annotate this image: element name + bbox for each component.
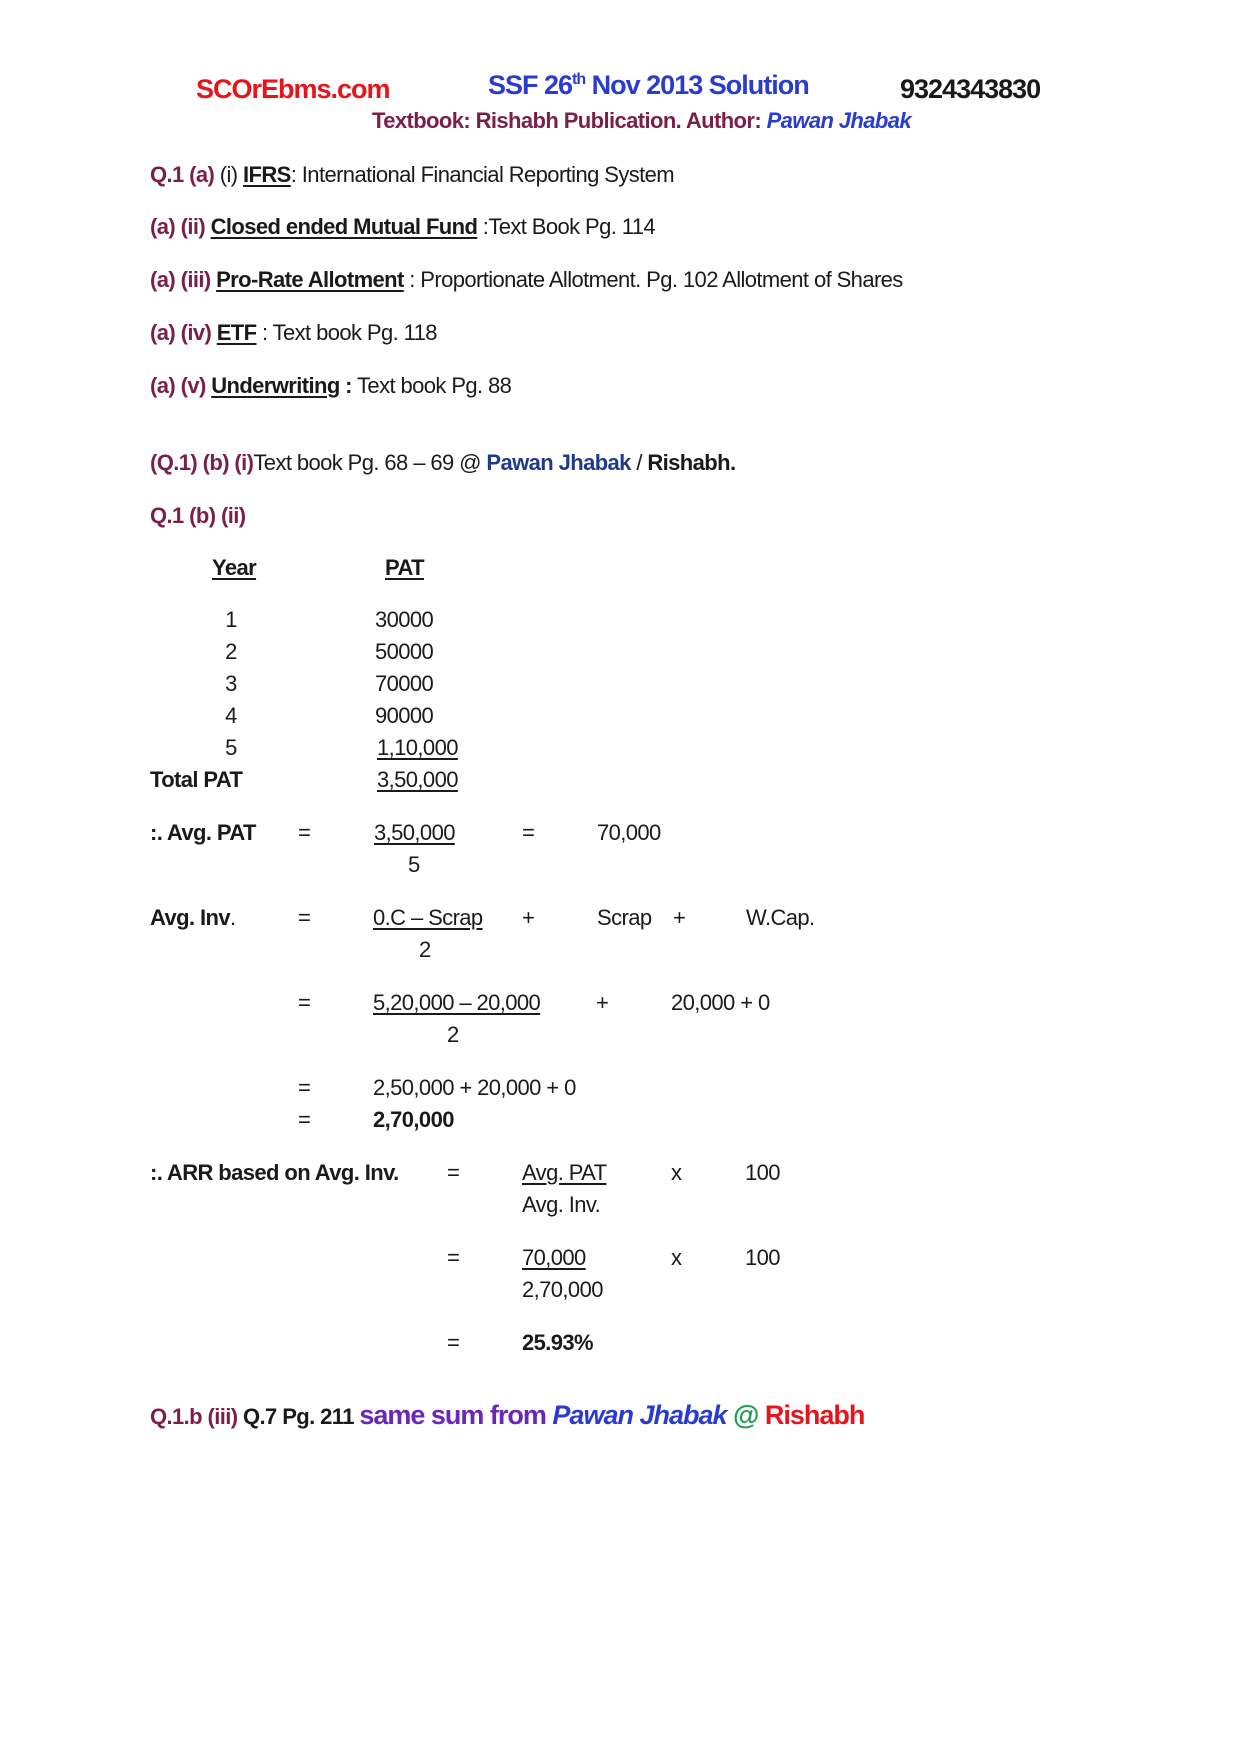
- q1a-i-term: IFRS: [243, 162, 291, 187]
- textbook-line: [372, 108, 911, 133]
- q1b-iii-author: Pawan Jhabak: [552, 1400, 727, 1430]
- q1a-iv-rest: : Text book Pg. 118: [256, 320, 437, 345]
- author-name: Pawan Jhabak: [766, 108, 912, 133]
- total-pat-value: 3,50,000: [377, 767, 458, 792]
- avg-inv-l1-numerator: 0.C – Scrap: [373, 905, 483, 930]
- q1a-i-roman: (i): [219, 162, 244, 187]
- avg-inv-l4-eq: =: [298, 1107, 311, 1132]
- arr-l2-eq: =: [447, 1245, 460, 1270]
- arr-label: :. ARR based on Avg. Inv.: [150, 1160, 399, 1185]
- q1b-iii-ref: Q.7 Pg. 211: [237, 1404, 360, 1429]
- table-row-year: 3: [225, 671, 237, 696]
- avg-inv-l3-text: 2,50,000 + 20,000 + 0: [373, 1075, 576, 1100]
- avg-inv-l1-denominator: 2: [419, 937, 431, 962]
- q1b-i-author: Pawan Jhabak: [486, 450, 631, 475]
- q1b-iii: [150, 1400, 864, 1431]
- q1a-iii-prefix: (a) (iii): [150, 267, 217, 292]
- avg-inv-l1-wcap: W.Cap.: [746, 905, 815, 930]
- avg-inv-l1-eq: =: [298, 905, 311, 930]
- avg-pat-eq2: =: [522, 820, 535, 845]
- q1a-v-rest: Text book Pg. 88: [351, 373, 512, 398]
- q1a-i-rest: : International Financial Reporting System: [290, 162, 674, 187]
- q1b-iii-publisher: Rishabh: [764, 1400, 865, 1430]
- q1b-i-sep: /: [630, 450, 648, 475]
- table-row-year: 1: [225, 607, 237, 632]
- arr-l1-hundred: 100: [745, 1160, 780, 1185]
- q1a-iii-term: Pro-Rate Allotment: [216, 267, 404, 292]
- avg-pat-denominator: 5: [408, 852, 420, 877]
- q1a-i-prefix: Q.1 (a): [150, 162, 220, 187]
- q1b-ii-label: Q.1 (b) (ii): [150, 503, 246, 528]
- col-header-pat: PAT: [385, 555, 424, 580]
- q1b-iii-prefix: Q.1.b (iii): [150, 1404, 238, 1429]
- q1a-v-prefix: (a) (v): [150, 373, 212, 398]
- total-pat-label: Total PAT: [150, 767, 243, 792]
- q1b-i-publisher: Rishabh.: [647, 450, 736, 475]
- avg-inv-l3-eq: =: [298, 1075, 311, 1100]
- q1b-iii-at: @: [726, 1400, 765, 1430]
- table-row-pat: 90000: [375, 703, 434, 728]
- q1a-iii: [150, 267, 903, 292]
- avg-inv-label: Avg. Inv: [150, 905, 230, 930]
- avg-inv-l2-numerator: 5,20,000 – 20,000: [373, 990, 541, 1015]
- q1a-v-term: Underwriting: [211, 373, 340, 398]
- arr-l1-numerator: Avg. PAT: [522, 1160, 607, 1185]
- q1b-i-text: Text book Pg. 68 – 69 @: [253, 450, 487, 475]
- table-row-pat: 30000: [375, 607, 434, 632]
- title-sup: th: [572, 71, 586, 88]
- avg-inv-label-wrap: [150, 905, 235, 930]
- q1a-ii-rest: :Text Book Pg. 114: [477, 214, 656, 239]
- table-row-pat: 1,10,000: [377, 735, 458, 760]
- q1a-iv-term: ETF: [216, 320, 257, 345]
- arr-l2-hundred: 100: [745, 1245, 780, 1270]
- table-row-pat: 70000: [375, 671, 434, 696]
- arr-l2-denominator: 2,70,000: [522, 1277, 603, 1302]
- avg-inv-l2-plus: +: [596, 990, 609, 1015]
- avg-inv-l2-rest: 20,000 + 0: [671, 990, 770, 1015]
- avg-pat-label: :. Avg. PAT: [150, 820, 256, 845]
- arr-l1-x: x: [671, 1160, 682, 1185]
- col-header-year: Year: [212, 555, 257, 580]
- arr-l1-eq: =: [447, 1160, 460, 1185]
- arr-l2-numerator: 70,000: [522, 1245, 586, 1270]
- q1a-iv: [150, 320, 437, 345]
- avg-inv-l4-text: 2,70,000: [373, 1107, 454, 1132]
- table-row-year: 4: [225, 703, 237, 728]
- q1a-v-colon: :: [339, 373, 352, 398]
- document-title: [488, 70, 809, 101]
- title-pre: SSF 26: [488, 70, 573, 100]
- avg-pat-result: 70,000: [597, 820, 661, 845]
- arr-result: 25.93%: [522, 1330, 594, 1355]
- avg-inv-l2-denominator: 2: [447, 1022, 459, 1047]
- avg-inv-l2-eq: =: [298, 990, 311, 1015]
- q1a-iv-prefix: (a) (iv): [150, 320, 217, 345]
- q1b-iii-same: same sum from: [359, 1400, 553, 1430]
- avg-pat-numerator: 3,50,000: [374, 820, 455, 845]
- site-name: SCOrEbms.com: [196, 74, 390, 104]
- avg-pat-eq: =: [298, 820, 311, 845]
- q1a-ii-prefix: (a) (ii): [150, 214, 211, 239]
- arr-l2-x: x: [671, 1245, 682, 1270]
- table-row-year: 5: [225, 735, 237, 760]
- arr-l3-eq: =: [447, 1330, 460, 1355]
- q1a-v: [150, 373, 511, 398]
- q1a-i: [150, 162, 674, 187]
- avg-inv-dot: .: [229, 905, 236, 930]
- avg-inv-l1-plus: +: [522, 905, 535, 930]
- q1a-iii-rest: : Proportionate Allotment. Pg. 102 Allotment of Shares: [403, 267, 903, 292]
- arr-l1-denominator: Avg. Inv.: [522, 1192, 601, 1217]
- q1b-i-prefix: (Q.1) (b) (i): [150, 450, 254, 475]
- q1b-i: [150, 450, 735, 475]
- avg-inv-l1-plus2: +: [673, 905, 686, 930]
- table-row-year: 2: [225, 639, 237, 664]
- title-post: Nov 2013 Solution: [585, 70, 809, 100]
- table-row-pat: 50000: [375, 639, 434, 664]
- textbook-label: Textbook: Rishabh Publication. Author:: [372, 108, 767, 133]
- phone-number: 9324343830: [900, 74, 1041, 104]
- q1a-ii: [150, 214, 655, 239]
- avg-inv-l1-scrap: Scrap: [597, 905, 652, 930]
- q1a-ii-term: Closed ended Mutual Fund: [210, 214, 478, 239]
